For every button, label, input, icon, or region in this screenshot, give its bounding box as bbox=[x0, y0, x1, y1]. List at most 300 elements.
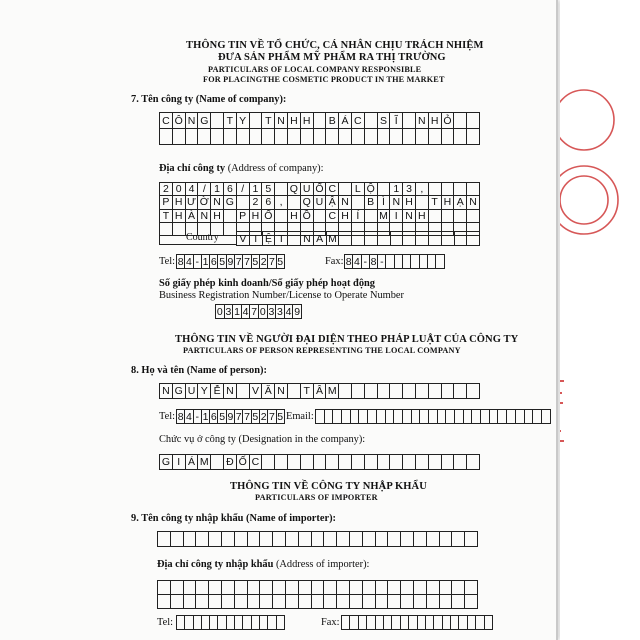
grid-cell[interactable] bbox=[359, 410, 368, 424]
grid-cell[interactable]: 7 bbox=[235, 255, 242, 268]
grid-cell[interactable] bbox=[467, 113, 480, 129]
grid-cell[interactable] bbox=[454, 129, 467, 145]
grid-cell[interactable]: N bbox=[275, 113, 288, 129]
grid-cell[interactable]: Á bbox=[339, 113, 352, 129]
grid-cell[interactable]: Í bbox=[352, 210, 365, 223]
grid-cell[interactable] bbox=[388, 581, 401, 595]
grid-cell[interactable]: H bbox=[429, 113, 442, 129]
grid-cell[interactable]: 7 bbox=[244, 410, 250, 423]
grid-cell[interactable] bbox=[224, 210, 237, 223]
grid-cell[interactable] bbox=[409, 616, 417, 630]
grid-cell[interactable] bbox=[386, 255, 394, 269]
grid-cell[interactable] bbox=[384, 616, 392, 630]
grid-cell[interactable]: 0 bbox=[259, 305, 266, 318]
grid-cell[interactable] bbox=[171, 581, 184, 595]
grid-cell[interactable]: - bbox=[378, 255, 386, 269]
grid-cell[interactable] bbox=[324, 532, 337, 547]
grid-cell[interactable]: 1 bbox=[250, 183, 263, 196]
grid-cell[interactable]: 4 bbox=[285, 305, 292, 318]
grid-cell[interactable] bbox=[459, 616, 467, 630]
grid-cell[interactable]: Ố bbox=[237, 455, 250, 470]
grid-cell[interactable] bbox=[224, 129, 237, 145]
grid-cell[interactable] bbox=[211, 113, 224, 129]
grid-cell[interactable] bbox=[185, 616, 193, 630]
grid-cell[interactable] bbox=[250, 113, 263, 129]
grid-cell[interactable]: Ậ bbox=[326, 196, 339, 209]
grid-cell[interactable] bbox=[209, 581, 222, 595]
grid-cell[interactable] bbox=[248, 595, 261, 609]
grid-cell[interactable] bbox=[442, 232, 455, 246]
grid-cell[interactable] bbox=[376, 532, 389, 547]
grid-cell[interactable] bbox=[160, 129, 173, 145]
grid-cell[interactable] bbox=[314, 113, 327, 129]
grid-cell[interactable] bbox=[248, 532, 261, 547]
grid-cell[interactable]: U bbox=[301, 183, 314, 196]
grid-cell[interactable] bbox=[403, 455, 416, 470]
grid-cell[interactable] bbox=[427, 595, 440, 609]
grid-cell[interactable] bbox=[252, 616, 260, 630]
grid-cell[interactable]: 1 bbox=[211, 183, 224, 196]
grid-cell[interactable]: 7 bbox=[268, 410, 275, 423]
grid-cell[interactable]: U bbox=[314, 196, 327, 209]
grid-cell[interactable]: 7 bbox=[268, 255, 275, 268]
grid-cell[interactable]: N bbox=[467, 196, 480, 209]
grid-cell[interactable]: 5 bbox=[262, 183, 275, 196]
grid-cell[interactable]: Ộ bbox=[365, 183, 378, 196]
grid-cell[interactable]: 3 bbox=[268, 305, 275, 318]
grid-cell[interactable] bbox=[485, 616, 493, 630]
grid-cell[interactable] bbox=[237, 384, 250, 399]
grid-cell[interactable]: 2 bbox=[260, 410, 267, 423]
grid-cell[interactable] bbox=[436, 255, 444, 269]
grid-cell[interactable]: , bbox=[275, 196, 288, 209]
grid-cell[interactable] bbox=[376, 581, 389, 595]
grid-cell[interactable]: M bbox=[326, 384, 339, 399]
grid-cell[interactable] bbox=[533, 410, 542, 424]
grid-cell[interactable]: 9 bbox=[227, 255, 234, 268]
grid-cell[interactable] bbox=[326, 455, 339, 470]
grid-cell[interactable] bbox=[403, 384, 416, 399]
grid-cell[interactable]: H bbox=[339, 210, 352, 223]
person-email-grid[interactable] bbox=[315, 409, 551, 424]
grid-cell[interactable] bbox=[337, 532, 350, 547]
grid-cell[interactable] bbox=[454, 384, 467, 399]
grid-cell[interactable]: N bbox=[416, 113, 429, 129]
grid-cell[interactable] bbox=[455, 232, 468, 246]
grid-cell[interactable]: 8 bbox=[370, 255, 377, 268]
grid-cell[interactable]: N bbox=[160, 384, 173, 399]
grid-cell[interactable]: 4 bbox=[186, 183, 199, 196]
grid-cell[interactable] bbox=[365, 113, 378, 129]
grid-cell[interactable] bbox=[260, 581, 273, 595]
grid-cell[interactable] bbox=[452, 532, 465, 547]
grid-cell[interactable] bbox=[416, 129, 429, 145]
grid-cell[interactable] bbox=[237, 129, 250, 145]
grid-cell[interactable]: 1 bbox=[390, 183, 403, 196]
grid-cell[interactable]: 5 bbox=[277, 410, 284, 423]
grid-cell[interactable] bbox=[235, 616, 243, 630]
country-grid[interactable] bbox=[236, 231, 480, 246]
grid-cell[interactable]: 1 bbox=[202, 255, 209, 268]
grid-cell[interactable] bbox=[378, 183, 391, 196]
grid-cell[interactable] bbox=[350, 532, 363, 547]
grid-cell[interactable] bbox=[394, 410, 403, 424]
grid-cell[interactable] bbox=[222, 595, 235, 609]
grid-cell[interactable]: H bbox=[288, 210, 301, 223]
grid-cell[interactable] bbox=[411, 255, 419, 269]
grid-cell[interactable]: P bbox=[237, 210, 250, 223]
grid-cell[interactable]: Ạ bbox=[454, 196, 467, 209]
grid-cell[interactable]: 6 bbox=[210, 255, 217, 268]
grid-cell[interactable] bbox=[428, 255, 436, 269]
grid-cell[interactable] bbox=[420, 410, 429, 424]
grid-cell[interactable] bbox=[342, 410, 351, 424]
grid-cell[interactable] bbox=[325, 410, 334, 424]
grid-cell[interactable] bbox=[416, 384, 429, 399]
grid-cell[interactable] bbox=[299, 595, 312, 609]
grid-cell[interactable] bbox=[451, 616, 459, 630]
grid-cell[interactable] bbox=[363, 532, 376, 547]
grid-cell[interactable]: 5 bbox=[219, 255, 226, 268]
grid-cell[interactable]: 4 bbox=[354, 255, 360, 268]
grid-cell[interactable]: 1 bbox=[234, 305, 240, 318]
grid-cell[interactable] bbox=[427, 532, 440, 547]
grid-cell[interactable] bbox=[359, 616, 367, 630]
person-name-grid[interactable] bbox=[159, 383, 480, 399]
grid-cell[interactable]: Ố bbox=[314, 183, 327, 196]
grid-cell[interactable] bbox=[403, 113, 416, 129]
grid-cell[interactable]: I bbox=[390, 210, 403, 223]
grid-cell[interactable] bbox=[184, 532, 197, 547]
grid-cell[interactable] bbox=[288, 232, 301, 246]
grid-cell[interactable] bbox=[262, 455, 275, 470]
grid-cell[interactable]: 5 bbox=[277, 255, 284, 268]
grid-cell[interactable]: Q bbox=[288, 183, 301, 196]
grid-cell[interactable] bbox=[227, 616, 235, 630]
grid-cell[interactable] bbox=[352, 384, 365, 399]
grid-cell[interactable] bbox=[434, 616, 442, 630]
grid-cell[interactable] bbox=[392, 616, 400, 630]
grid-cell[interactable]: H bbox=[250, 210, 263, 223]
grid-cell[interactable] bbox=[158, 595, 171, 609]
grid-cell[interactable]: N bbox=[224, 384, 237, 399]
grid-cell[interactable]: Ì bbox=[378, 196, 391, 209]
grid-cell[interactable] bbox=[312, 581, 325, 595]
grid-cell[interactable] bbox=[260, 616, 268, 630]
grid-cell[interactable]: N bbox=[275, 384, 288, 399]
grid-cell[interactable]: 5 bbox=[219, 410, 226, 423]
grid-cell[interactable]: A bbox=[314, 232, 327, 246]
grid-cell[interactable] bbox=[275, 455, 288, 470]
grid-cell[interactable] bbox=[235, 532, 248, 547]
grid-cell[interactable]: - bbox=[362, 255, 370, 269]
grid-cell[interactable]: L bbox=[352, 183, 365, 196]
grid-cell[interactable]: I bbox=[173, 455, 186, 470]
grid-cell[interactable] bbox=[316, 410, 325, 424]
grid-cell[interactable] bbox=[326, 129, 339, 145]
grid-cell[interactable]: T bbox=[262, 113, 275, 129]
grid-cell[interactable] bbox=[440, 581, 453, 595]
grid-cell[interactable] bbox=[468, 616, 476, 630]
grid-cell[interactable] bbox=[314, 455, 327, 470]
grid-cell[interactable]: - bbox=[194, 255, 202, 269]
grid-cell[interactable] bbox=[427, 581, 440, 595]
grid-cell[interactable] bbox=[401, 595, 414, 609]
grid-cell[interactable] bbox=[378, 129, 391, 145]
grid-cell[interactable] bbox=[194, 616, 202, 630]
grid-cell[interactable]: T bbox=[429, 196, 442, 209]
grid-cell[interactable] bbox=[363, 581, 376, 595]
grid-cell[interactable]: N bbox=[301, 232, 314, 246]
grid-cell[interactable] bbox=[401, 616, 409, 630]
grid-cell[interactable] bbox=[262, 129, 275, 145]
importer-address-grid[interactable] bbox=[157, 580, 478, 609]
grid-cell[interactable]: G bbox=[160, 455, 173, 470]
grid-cell[interactable]: Ĩ bbox=[390, 113, 403, 129]
grid-cell[interactable]: N bbox=[211, 196, 224, 209]
grid-cell[interactable] bbox=[158, 581, 171, 595]
grid-cell[interactable]: C bbox=[160, 113, 173, 129]
grid-cell[interactable] bbox=[416, 196, 429, 209]
grid-cell[interactable] bbox=[211, 129, 224, 145]
grid-cell[interactable]: 7 bbox=[251, 305, 258, 318]
grid-cell[interactable] bbox=[390, 384, 403, 399]
grid-cell[interactable]: B bbox=[326, 113, 339, 129]
grid-cell[interactable] bbox=[337, 581, 350, 595]
grid-cell[interactable] bbox=[342, 616, 350, 630]
grid-cell[interactable] bbox=[429, 232, 442, 246]
grid-cell[interactable]: Y bbox=[237, 113, 250, 129]
grid-cell[interactable]: C bbox=[326, 183, 339, 196]
grid-cell[interactable] bbox=[235, 581, 248, 595]
grid-cell[interactable] bbox=[350, 616, 358, 630]
grid-cell[interactable] bbox=[455, 410, 464, 424]
grid-cell[interactable] bbox=[465, 532, 478, 547]
grid-cell[interactable] bbox=[467, 129, 480, 145]
grid-cell[interactable] bbox=[286, 581, 299, 595]
person-tel-grid[interactable] bbox=[176, 409, 285, 424]
company-name-grid[interactable] bbox=[159, 112, 480, 145]
grid-cell[interactable] bbox=[416, 455, 429, 470]
grid-cell[interactable]: Ỏ bbox=[442, 113, 455, 129]
grid-cell[interactable] bbox=[218, 616, 226, 630]
grid-cell[interactable] bbox=[350, 595, 363, 609]
grid-cell[interactable]: 5 bbox=[252, 410, 259, 423]
grid-cell[interactable]: Q bbox=[301, 196, 314, 209]
grid-cell[interactable] bbox=[339, 183, 352, 196]
grid-cell[interactable]: C bbox=[352, 113, 365, 129]
grid-cell[interactable] bbox=[288, 455, 301, 470]
grid-cell[interactable] bbox=[438, 410, 447, 424]
grid-cell[interactable] bbox=[288, 196, 301, 209]
grid-cell[interactable]: H bbox=[211, 210, 224, 223]
grid-cell[interactable]: 4 bbox=[186, 255, 192, 268]
importer-tel-grid[interactable] bbox=[176, 615, 285, 630]
grid-cell[interactable] bbox=[401, 581, 414, 595]
grid-cell[interactable] bbox=[339, 232, 352, 246]
grid-cell[interactable] bbox=[498, 410, 507, 424]
grid-cell[interactable] bbox=[324, 581, 337, 595]
grid-cell[interactable] bbox=[260, 595, 273, 609]
grid-cell[interactable]: H bbox=[442, 196, 455, 209]
grid-cell[interactable] bbox=[158, 532, 171, 547]
grid-cell[interactable] bbox=[443, 616, 451, 630]
grid-cell[interactable]: 2 bbox=[260, 255, 267, 268]
grid-cell[interactable]: H bbox=[173, 196, 186, 209]
grid-cell[interactable]: N bbox=[198, 210, 211, 223]
grid-cell[interactable] bbox=[275, 129, 288, 145]
grid-cell[interactable] bbox=[429, 410, 438, 424]
grid-cell[interactable] bbox=[414, 595, 427, 609]
grid-cell[interactable] bbox=[324, 595, 337, 609]
grid-cell[interactable]: / bbox=[237, 183, 250, 196]
grid-cell[interactable] bbox=[467, 232, 480, 246]
grid-cell[interactable] bbox=[412, 410, 421, 424]
grid-cell[interactable] bbox=[454, 113, 467, 129]
grid-cell[interactable]: N bbox=[403, 210, 416, 223]
grid-cell[interactable] bbox=[465, 595, 478, 609]
grid-cell[interactable]: C bbox=[326, 210, 339, 223]
grid-cell[interactable]: Ô bbox=[173, 113, 186, 129]
grid-cell[interactable]: Ư bbox=[186, 196, 199, 209]
grid-cell[interactable] bbox=[403, 255, 411, 269]
grid-cell[interactable]: Â bbox=[314, 384, 327, 399]
grid-cell[interactable] bbox=[454, 183, 467, 196]
grid-cell[interactable]: Ệ bbox=[263, 232, 276, 246]
grid-cell[interactable]: 2 bbox=[160, 183, 173, 196]
grid-cell[interactable] bbox=[391, 232, 404, 246]
grid-cell[interactable]: 7 bbox=[244, 255, 250, 268]
grid-cell[interactable] bbox=[209, 595, 222, 609]
grid-cell[interactable] bbox=[467, 455, 480, 470]
grid-cell[interactable] bbox=[442, 129, 455, 145]
grid-cell[interactable]: Á bbox=[186, 455, 199, 470]
grid-cell[interactable] bbox=[377, 410, 386, 424]
grid-cell[interactable] bbox=[171, 532, 184, 547]
grid-cell[interactable] bbox=[286, 595, 299, 609]
grid-cell[interactable] bbox=[277, 616, 285, 630]
grid-cell[interactable]: H bbox=[403, 196, 416, 209]
grid-cell[interactable]: Ồ bbox=[301, 210, 314, 223]
grid-cell[interactable] bbox=[312, 532, 325, 547]
grid-cell[interactable] bbox=[339, 455, 352, 470]
grid-cell[interactable]: N bbox=[339, 196, 352, 209]
grid-cell[interactable]: M bbox=[378, 210, 391, 223]
grid-cell[interactable]: V bbox=[237, 232, 250, 246]
grid-cell[interactable]: 2 bbox=[250, 196, 263, 209]
grid-cell[interactable] bbox=[378, 455, 391, 470]
grid-cell[interactable] bbox=[352, 196, 365, 209]
grid-cell[interactable] bbox=[414, 532, 427, 547]
grid-cell[interactable] bbox=[490, 410, 499, 424]
grid-cell[interactable]: 3 bbox=[277, 305, 283, 318]
grid-cell[interactable] bbox=[273, 595, 286, 609]
grid-cell[interactable] bbox=[467, 183, 480, 196]
grid-cell[interactable] bbox=[211, 455, 224, 470]
grid-cell[interactable]: 9 bbox=[294, 305, 301, 318]
grid-cell[interactable] bbox=[202, 616, 210, 630]
grid-cell[interactable] bbox=[481, 410, 490, 424]
grid-cell[interactable]: N bbox=[390, 196, 403, 209]
grid-cell[interactable]: Ố bbox=[262, 210, 275, 223]
grid-cell[interactable] bbox=[286, 532, 299, 547]
grid-cell[interactable]: 0 bbox=[216, 305, 223, 318]
grid-cell[interactable]: P bbox=[160, 196, 173, 209]
grid-cell[interactable] bbox=[442, 455, 455, 470]
grid-cell[interactable] bbox=[454, 455, 467, 470]
grid-cell[interactable] bbox=[442, 183, 455, 196]
grid-cell[interactable] bbox=[542, 410, 551, 424]
grid-cell[interactable]: H bbox=[173, 210, 186, 223]
grid-cell[interactable] bbox=[260, 532, 273, 547]
grid-cell[interactable] bbox=[301, 455, 314, 470]
grid-cell[interactable]: H bbox=[416, 210, 429, 223]
grid-cell[interactable]: / bbox=[198, 183, 211, 196]
grid-cell[interactable] bbox=[429, 455, 442, 470]
grid-cell[interactable] bbox=[516, 410, 525, 424]
grid-cell[interactable]: B bbox=[365, 196, 378, 209]
grid-cell[interactable] bbox=[429, 384, 442, 399]
grid-cell[interactable]: , bbox=[416, 183, 429, 196]
grid-cell[interactable] bbox=[365, 232, 378, 246]
grid-cell[interactable] bbox=[452, 581, 465, 595]
grid-cell[interactable] bbox=[403, 232, 416, 246]
grid-cell[interactable] bbox=[388, 532, 401, 547]
grid-cell[interactable] bbox=[333, 410, 342, 424]
grid-cell[interactable]: G bbox=[198, 113, 211, 129]
grid-cell[interactable] bbox=[250, 129, 263, 145]
grid-cell[interactable]: S bbox=[378, 113, 391, 129]
grid-cell[interactable] bbox=[288, 129, 301, 145]
grid-cell[interactable]: 8 bbox=[345, 255, 352, 268]
company-fax-grid[interactable] bbox=[344, 254, 445, 269]
grid-cell[interactable]: Ă bbox=[262, 384, 275, 399]
grid-cell[interactable]: H bbox=[301, 113, 314, 129]
grid-cell[interactable] bbox=[235, 595, 248, 609]
grid-cell[interactable] bbox=[416, 232, 429, 246]
grid-cell[interactable] bbox=[209, 532, 222, 547]
grid-cell[interactable]: T bbox=[224, 113, 237, 129]
grid-cell[interactable] bbox=[388, 595, 401, 609]
grid-cell[interactable] bbox=[465, 581, 478, 595]
company-address-grid[interactable] bbox=[159, 182, 480, 236]
grid-cell[interactable] bbox=[184, 581, 197, 595]
grid-cell[interactable] bbox=[378, 384, 391, 399]
grid-cell[interactable] bbox=[314, 129, 327, 145]
grid-cell[interactable] bbox=[476, 616, 484, 630]
grid-cell[interactable] bbox=[426, 616, 434, 630]
grid-cell[interactable] bbox=[440, 532, 453, 547]
grid-cell[interactable] bbox=[273, 581, 286, 595]
grid-cell[interactable] bbox=[467, 384, 480, 399]
grid-cell[interactable] bbox=[186, 129, 199, 145]
grid-cell[interactable] bbox=[350, 581, 363, 595]
grid-cell[interactable] bbox=[237, 196, 250, 209]
grid-cell[interactable]: 6 bbox=[210, 410, 217, 423]
company-tel-grid[interactable] bbox=[176, 254, 285, 269]
grid-cell[interactable] bbox=[173, 129, 186, 145]
grid-cell[interactable] bbox=[299, 532, 312, 547]
grid-cell[interactable] bbox=[363, 595, 376, 609]
grid-cell[interactable]: 5 bbox=[252, 255, 259, 268]
grid-cell[interactable] bbox=[367, 616, 375, 630]
grid-cell[interactable] bbox=[429, 183, 442, 196]
grid-cell[interactable]: T bbox=[160, 210, 173, 223]
grid-cell[interactable]: U bbox=[186, 384, 199, 399]
grid-cell[interactable] bbox=[198, 129, 211, 145]
grid-cell[interactable] bbox=[525, 410, 534, 424]
grid-cell[interactable] bbox=[352, 232, 365, 246]
